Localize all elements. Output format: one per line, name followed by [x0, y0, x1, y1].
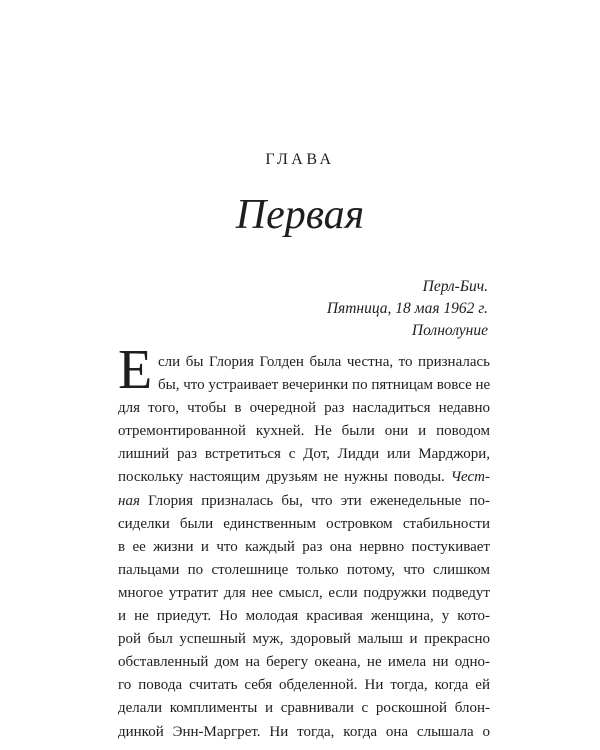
text-line: пальцами по столешнице только потому, что слишком [118, 561, 490, 578]
text-line: для того, чтобы в очередной раз насладиться недавно [118, 400, 490, 417]
drop-cap: Е [118, 339, 153, 401]
text-line: многое утратит для нее смысл, если подружки подведут [118, 584, 490, 601]
epigraph-place: Перл-Бич. [422, 278, 488, 295]
text-line: и не приедут. Но молодая красивая женщина, у кото- [118, 608, 490, 625]
epigraph-date: Пятница, 18 мая 1962 г. [326, 300, 488, 317]
text-line: делали комплименты и сравнивали с роскошной блон- [118, 700, 490, 717]
text-line: динкой Энн-Маргрет. Ни тогда, когда она слышала о [118, 723, 490, 740]
text-line: го повода считать себя обделенной. Ни тогда, когда ей [118, 677, 490, 694]
text-line [118, 466, 490, 489]
text-line [118, 490, 490, 513]
text-line: сли бы Глория Голден была честна, то призналась [158, 354, 490, 370]
italic-word: ная [118, 492, 140, 509]
italic-word: Чест- [450, 469, 490, 486]
text-line: сиделки были единственным островком стабильности [118, 515, 490, 532]
chapter-label: ГЛАВА [265, 151, 335, 168]
epigraph-moon-phase: Полнолуние [411, 322, 488, 339]
epigraph [327, 276, 488, 342]
text-fragment: Глория призналась бы, что эти еженедельные по- [148, 492, 490, 509]
text-line: рой был успешный муж, здоровый малыш и прекрасно [118, 631, 490, 648]
text-fragment: поскольку настоящим друзьям не нужны поводы. [118, 469, 445, 486]
body-paragraph [118, 351, 490, 744]
text-line: лишний раз встретиться с Дот, Лидди или Марджори, [118, 446, 490, 463]
text-line: бы, что устраивает вечеринки по пятницам вовсе не [158, 377, 490, 394]
text-line: обставленный дом на берегу океана, не имела ни одно- [118, 654, 490, 671]
text-line: в ее жизни и что каждый раз она нервно постукивает [118, 538, 490, 555]
chapter-title: Первая [235, 192, 365, 238]
text-line: отремонтированной кухней. Не были они и поводом [118, 423, 490, 440]
